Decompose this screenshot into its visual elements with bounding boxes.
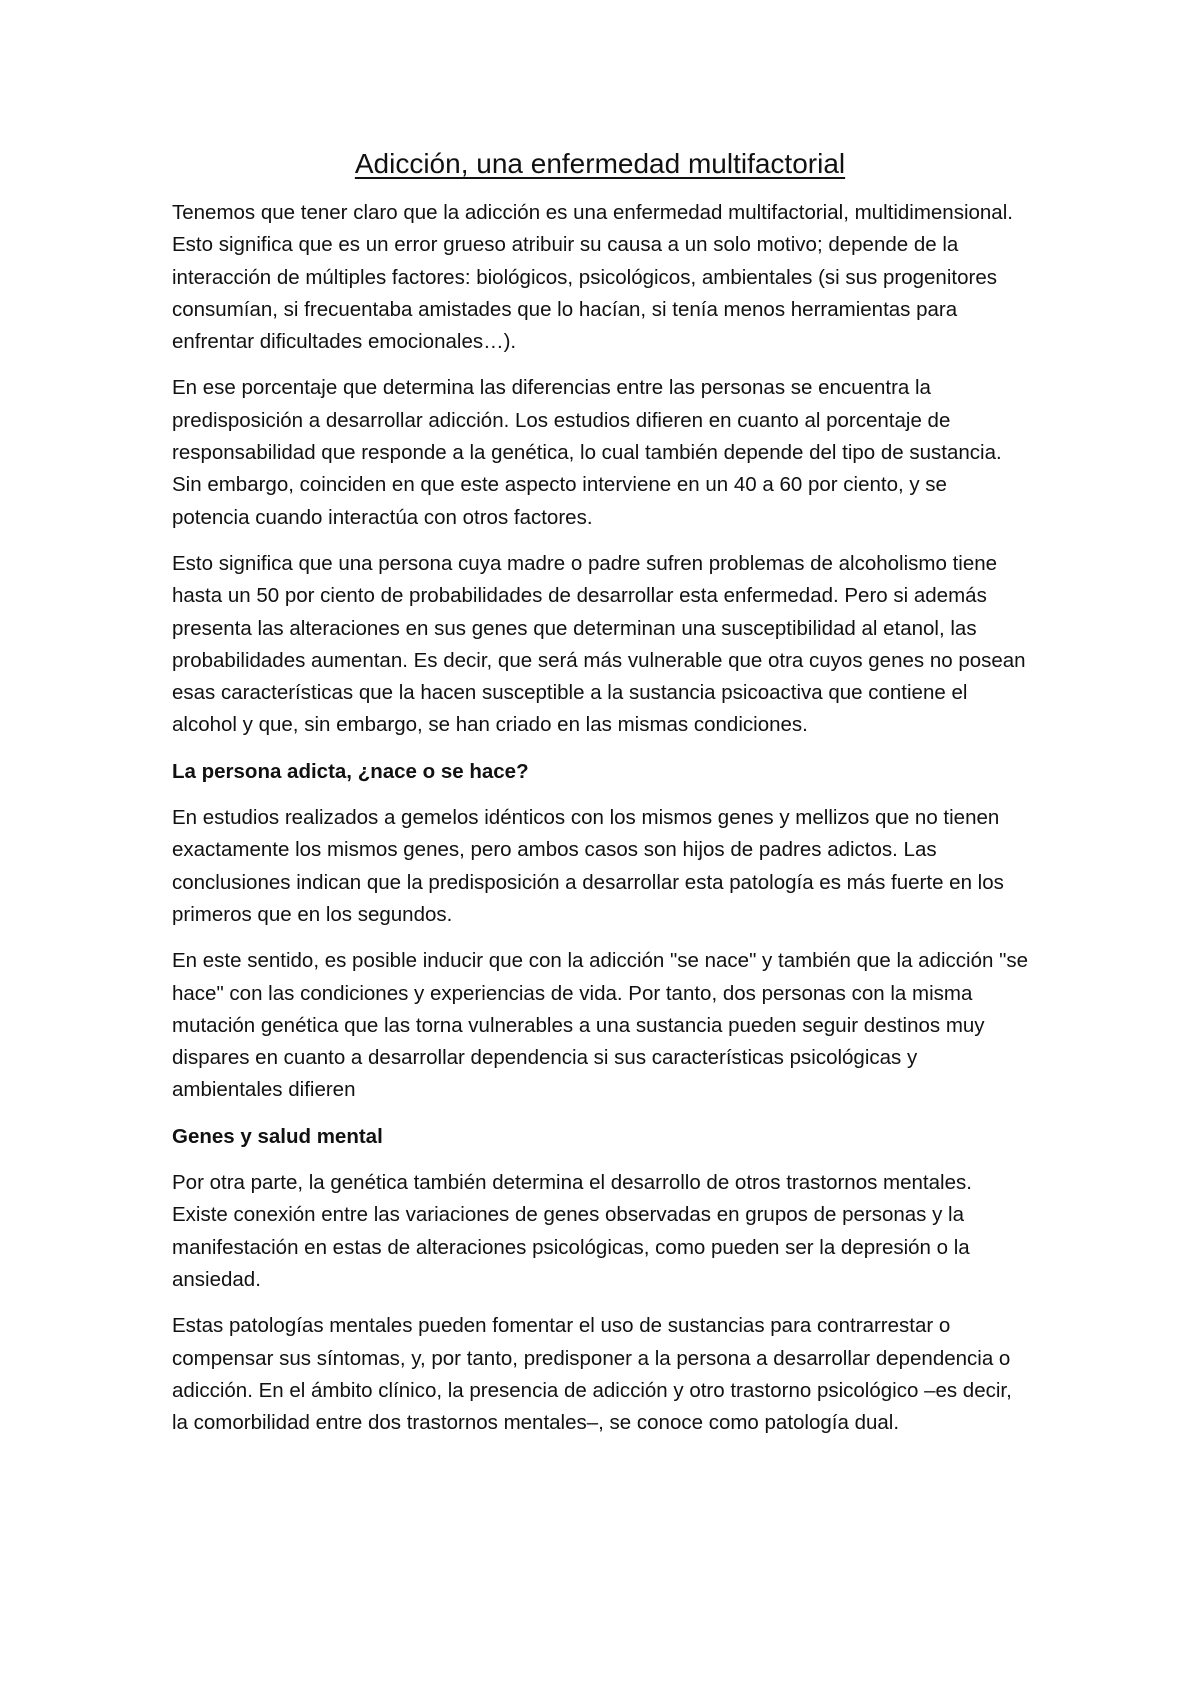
paragraph-section1-1: En estudios realizados a gemelos idénticos con los mismos genes y mellizos que no tienen exactamente los mismos genes, pero ambos casos son hijos de padres adictos. Las conclusiones indican que la predisposición a desarrollar esta patología es más fuerte en los primeros que en los segundos. [172, 806, 1004, 926]
section-heading-nace-o-se-hace: La persona adicta, ¿nace o se hace? [172, 759, 529, 783]
paragraph-intro-1: Tenemos que tener claro que la adicción es una enfermedad multifactorial, multidimensional. Esto significa que es un error grueso atribuir su causa a un solo motivo; depende de la interacción de múltiples factores: biológicos, psicológicos, ambientales (si sus progenitores consumían, si frecuentaba amistades que lo hacían, si tenía menos herramientas para enfrentar dificultades emocionales…). [172, 201, 1013, 354]
paragraph-section2-2: Estas patologías mentales pueden fomentar el uso de sustancias para contrarrestar o compensar sus síntomas, y, por tanto, predisponer a la persona a desarrollar dependencia o adicción. En el ámbito clínico, la presencia de adicción y otro trastorno psicológico –es decir, la comorbilidad entre dos trastornos mentales–, se conoce como patología dual. [172, 1314, 1012, 1435]
paragraph-section2-1: Por otra parte, la genética también determina el desarrollo de otros trastornos mentales. Existe conexión entre las variaciones de genes observadas en grupos de personas y la manifestación en estas de alteraciones psicológicas, como pueden ser la depresión o la ansiedad. [172, 1171, 972, 1291]
paragraph-intro-3: Esto significa que una persona cuya madre o padre sufren problemas de alcoholismo tiene hasta un 50 por ciento de probabilidades de desarrollar esta enfermedad. Pero si además presenta las alteraciones en sus genes que determinan una susceptibilidad al etanol, las probabilidades aumentan. Es decir, que será más vulnerable que otra cuyos genes no posean esas características que la hacen susceptible a la sustancia psicoactiva que contiene el alcohol y que, sin embargo, se han criado en las mismas condiciones. [172, 551, 1026, 737]
paragraph-intro-2: En ese porcentaje que determina las diferencias entre las personas se encuentra la predisposición a desarrollar adicción. Los estudios difieren en cuanto al porcentaje de responsabilidad que responde a la genética, lo cual también depende del tipo de sustancia. Sin embargo, coinciden en que este aspecto interviene en un 40 a 60 por ciento, y se potencia cuando interactúa con otros factores. [172, 376, 1002, 529]
section-heading-genes-salud-mental: Genes y salud mental [172, 1124, 383, 1148]
document-title: Adicción, una enfermedad multifactorial [354, 148, 846, 179]
paragraph-section1-2: En este sentido, es posible inducir que con la adicción "se nace" y también que la adicción "se hace" con las condiciones y experiencias de vida. Por tanto, dos personas con la misma mutación genética que las torna vulnerables a una sustancia pueden seguir destinos muy dispares en cuanto a desarrollar dependencia si sus características psicológicas y ambientales difieren [172, 949, 1029, 1102]
